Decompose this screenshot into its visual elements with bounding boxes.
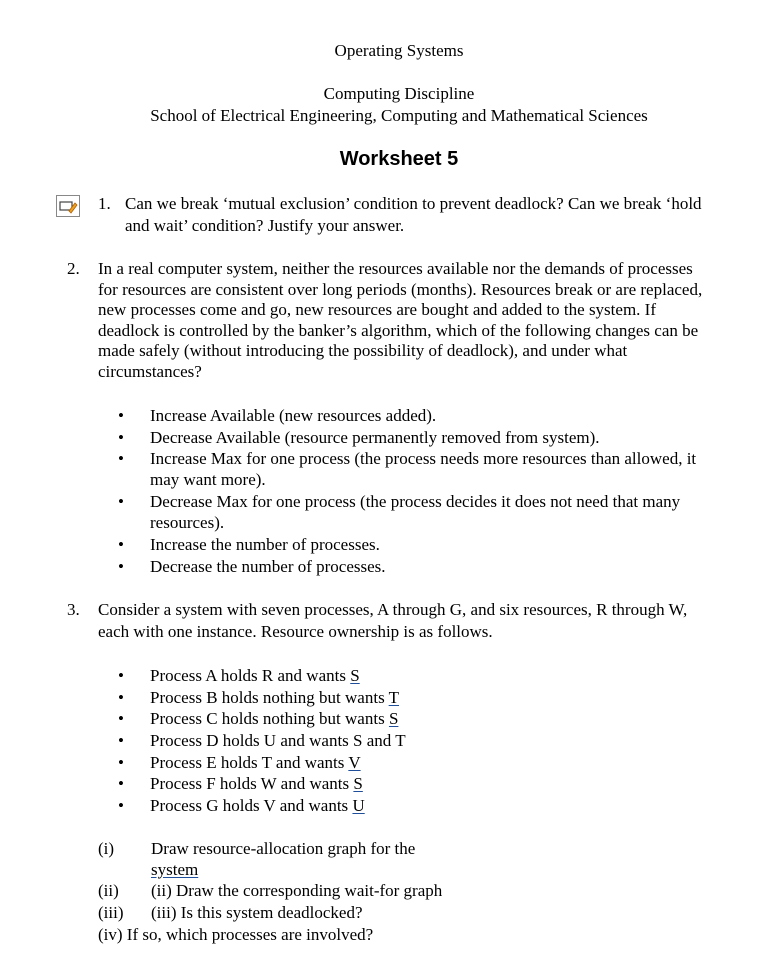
subq-ii-label: (ii) — [98, 881, 119, 900]
bullet: • — [118, 688, 124, 707]
q2-number: 2. — [67, 259, 80, 278]
subq-i-cont — [151, 859, 351, 881]
subq-iv-text: (iv) If so, which processes are involved? — [98, 925, 374, 944]
resource-link[interactable]: S — [350, 666, 360, 685]
subq-i-text: Draw resource-allocation graph for the — [151, 839, 416, 858]
bullet: • — [118, 796, 124, 815]
process-item: Process D holds U and wants S and T — [150, 731, 406, 750]
q2-bullet-item: Decrease Max for one process (the process decides it does not need that many — [150, 492, 681, 511]
subq-i-label: (i) — [98, 839, 115, 858]
q1-line-1: Can we break ‘mutual exclusion’ condition to prevent deadlock? Can we break ‘hold — [125, 194, 702, 213]
school-name: School of Electrical Engineering, Computing and Mathematical Sciences — [150, 106, 648, 125]
edit-comment-icon[interactable] — [56, 195, 80, 217]
process-item: Process A holds R and wants S — [150, 666, 360, 685]
q2-bullet-item-cont: may want more). — [150, 470, 266, 489]
bullet: • — [118, 753, 124, 772]
q2-line: for resources are consistent over long periods (months). Resources break or are replaced, — [98, 280, 703, 299]
q1-number: 1. — [98, 194, 111, 213]
course-title: Operating Systems — [334, 41, 464, 60]
bullet: • — [118, 709, 124, 728]
bullet: • — [118, 449, 124, 468]
process-item: Process F holds W and wants S — [150, 774, 363, 793]
bullet: • — [118, 535, 124, 554]
q2-bullet-item: Increase the number of processes. — [150, 535, 380, 554]
q2-line: new processes come and go, new resources are bought and added to the system. If — [98, 300, 656, 319]
q2-bullet-item: Decrease Available (resource permanently removed from system). — [150, 428, 600, 447]
q2-bullet-item: Increase Available (new resources added). — [150, 406, 437, 425]
resource-link[interactable]: U — [352, 796, 365, 815]
resource-link[interactable]: T — [388, 688, 400, 707]
bullet: • — [118, 666, 124, 685]
q2-bullet-item: Decrease the number of processes. — [150, 557, 386, 576]
system-link[interactable]: system — [151, 860, 199, 879]
q3-number: 3. — [67, 600, 80, 619]
process-item: Process B holds nothing but wants T — [150, 688, 400, 707]
bullet: • — [118, 557, 124, 576]
q2-bullet-item: Increase Max for one process (the process needs more resources than allowed, it — [150, 449, 697, 468]
process-item: Process G holds V and wants U — [150, 796, 365, 815]
bullet: • — [118, 428, 124, 447]
q2-line: deadlock is controlled by the banker’s algorithm, which of the following changes can be — [98, 321, 699, 340]
bullet: • — [118, 774, 124, 793]
q3-line-2: each with one instance. Resource ownership is as follows. — [98, 622, 493, 641]
discipline-name: Computing Discipline — [323, 84, 475, 103]
worksheet-title: Worksheet 5 — [339, 148, 459, 170]
bullet: • — [118, 492, 124, 511]
q2-bullet-item-cont: resources). — [150, 513, 225, 532]
q1-line-2: and wait’ condition? Justify your answer. — [125, 216, 405, 235]
subq-iii-label: (iii) — [98, 903, 124, 922]
process-item: Process C holds nothing but wants S — [150, 709, 399, 728]
resource-link[interactable]: V — [348, 753, 361, 772]
bullet: • — [118, 406, 124, 425]
subq-ii-text: (ii) Draw the corresponding wait-for graph — [151, 881, 443, 900]
process-item: Process E holds T and wants V — [150, 753, 361, 772]
resource-link[interactable]: S — [353, 774, 363, 793]
resource-link[interactable]: S — [388, 709, 399, 728]
q3-line-1: Consider a system with seven processes, A through G, and six resources, R through W, — [98, 600, 688, 619]
q2-line: In a real computer system, neither the resources available nor the demands of processes — [98, 259, 693, 278]
subq-iii-text: (iii) Is this system deadlocked? — [151, 903, 363, 922]
bullet: • — [118, 731, 124, 750]
q2-line: circumstances? — [98, 362, 202, 381]
q2-line: made safely (without introducing the possibility of deadlock), and under what — [98, 341, 628, 360]
